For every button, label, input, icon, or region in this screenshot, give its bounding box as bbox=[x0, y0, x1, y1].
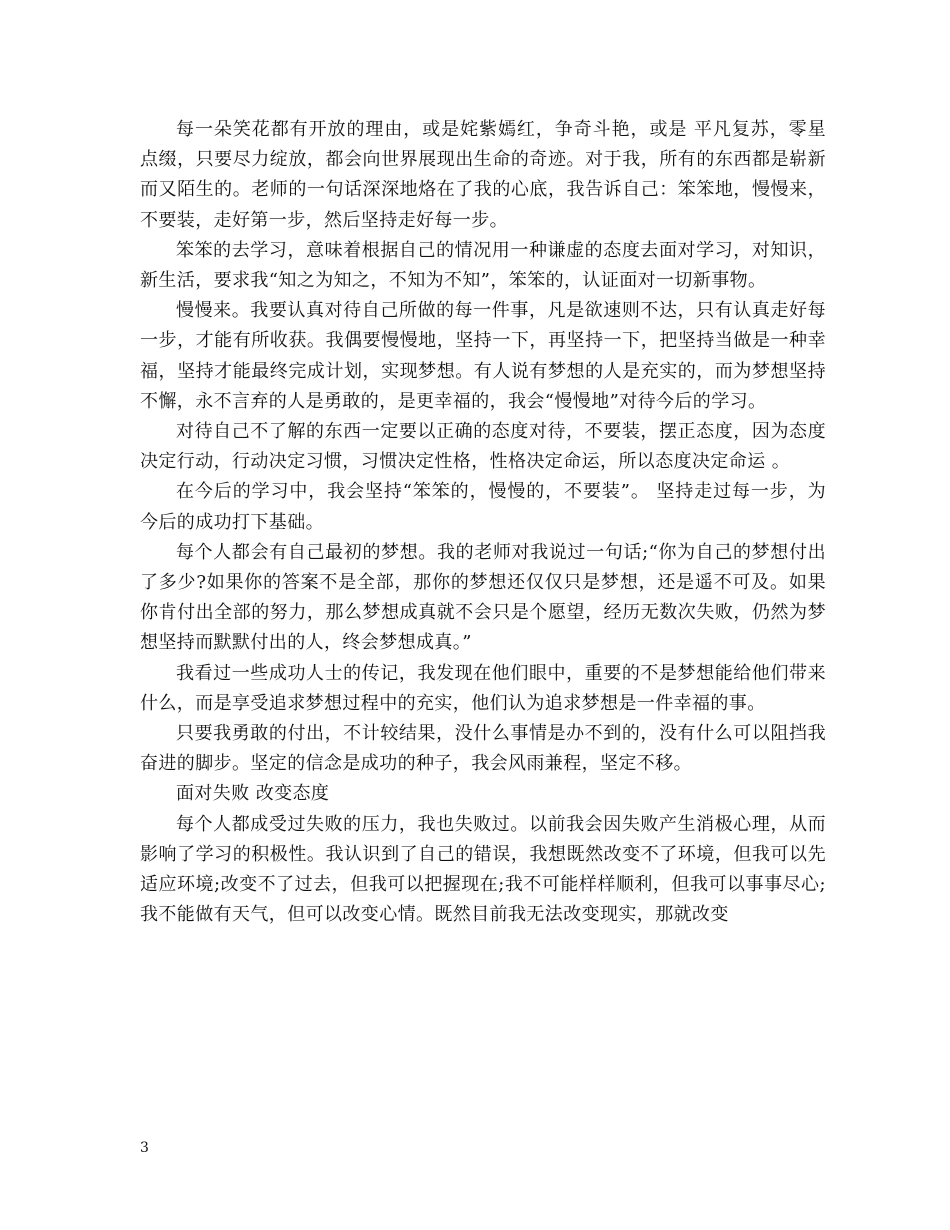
section-heading: 面对失败 改变态度 bbox=[176, 783, 330, 805]
paragraph-8: 只要我勇敢的付出，不计较结果，没什么事情是办不到的，没有什么可以阻挡我奋进的脚步。坚定的信念是成功的种子，我会风雨兼程，坚定不移。 bbox=[140, 723, 826, 775]
paragraph-3: 慢慢来。我要认真对待自己所做的每一件事，凡是欲速则不达，只有认真走好每一步，才能有所收获。我偶要慢慢地，坚持一下，再坚持一下，把坚持当做是一种幸福，坚持才能最终完成计划，实现梦想。有人说有梦想的人是充实的，而为梦想坚持不懈，永不言弃的人是勇敢的，是更幸福的，我会“慢慢地”对待今后的学习。 bbox=[140, 300, 826, 412]
paragraph-7: 我看过一些成功人士的传记，我发现在他们眼中，重要的不是梦想能给他们带来什么，而是享受追求梦想过程中的充实，他们认为追求梦想是一件幸福的事。 bbox=[140, 662, 826, 714]
paragraph-9: 每个人都成受过失败的压力，我也失败过。以前我会因失败产生消极心理，从而影响了学习的积极性。我认识到了自己的错误，我想既然改变不了环境，但我可以先适应环境;改变不了过去，但我可以把握现在;我不可能样样顺利，但我可以事事尽心;我不能做有天气，但可以改变心情。既然目前我无法改变现实，那就改变 bbox=[140, 813, 826, 926]
paragraph-6: 每个人都会有自己最初的梦想。我的老师对我说过一句话;“你为自己的梦想付出了多少?如果你的答案不是全部，那你的梦想还仅仅只是梦想，还是遥不可及。如果你肯付出全部的努力，那么梦想成真就不会只是个愿望，经历无数次失败，仍然为梦想坚持而默默付出的人，终会梦想成真。” bbox=[140, 541, 826, 654]
paragraph-5: 在今后的学习中，我会坚持“笨笨的，慢慢的，不要装”。 坚持走过每一步，为今后的成功打下基础。 bbox=[140, 481, 826, 533]
document-body bbox=[140, 115, 826, 930]
page-number: 3 bbox=[140, 1140, 149, 1156]
paragraph-4: 对待自己不了解的东西一定要以正确的态度对待，不要装，摆正态度，因为态度决定行动，行动决定习惯，习惯决定性格，性格决定命运，所以态度决定命运 。 bbox=[140, 421, 826, 473]
paragraph-2: 笨笨的去学习，意味着根据自己的情况用一种谦虚的态度去面对学习，对知识，新生活，要求我“知之为知之，不知为不知”，笨笨的，认证面对一切新事物。 bbox=[140, 239, 826, 292]
paragraph-1: 每一朵笑花都有开放的理由，或是姹紫嫣红，争奇斗艳，或是 平凡复苏，零星点缀，只要尽力绽放，都会向世界展现出生命的奇迹。对于我，所有的东西都是崭新而又陌生的。老师的一句话深深地烙在了我的心底，我告诉自己：笨笨地，慢慢来，不要装，走好第一步，然后坚持走好每一步。 bbox=[140, 119, 826, 231]
